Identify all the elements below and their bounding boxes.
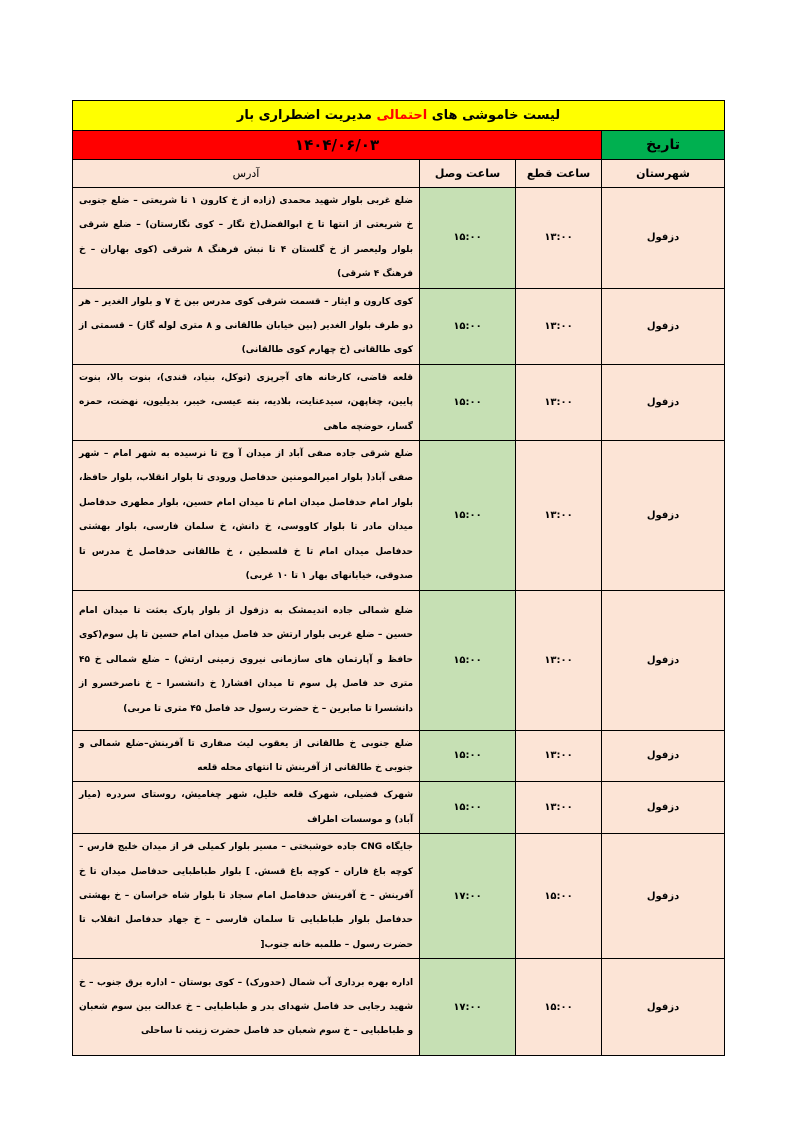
title-part-1: لیست خاموشی های bbox=[431, 108, 561, 123]
cut-time-cell: ۱۵:۰۰ bbox=[516, 834, 602, 959]
cut-time-column-header: ساعت قطع bbox=[516, 160, 602, 188]
connect-time-cell: ۱۵:۰۰ bbox=[420, 782, 516, 834]
table-row bbox=[73, 730, 725, 782]
table-row bbox=[73, 364, 725, 440]
address-cell: اداره بهره برداری آب شمال (حدورک) – کوی بوستان – اداره برق جنوب – خ شهید رجایی حد فاصل شهدای بدر و طباطبایی – خ عدالت بین سوم شعبان و طباطبایی – خ سوم شعبان حد فاصل حضرت زینب تا ساحلی bbox=[73, 959, 420, 1056]
connect-time-cell: ۱۵:۰۰ bbox=[420, 364, 516, 440]
title-accent: احتمالی bbox=[376, 108, 428, 123]
address-column-header: آدرس bbox=[73, 160, 420, 188]
table-row bbox=[73, 590, 725, 730]
cut-time-cell: ۱۳:۰۰ bbox=[516, 590, 602, 730]
connect-time-cell: ۱۵:۰۰ bbox=[420, 288, 516, 364]
connect-time-cell: ۱۵:۰۰ bbox=[420, 730, 516, 782]
cut-time-cell: ۱۳:۰۰ bbox=[516, 441, 602, 590]
connect-time-cell: ۱۵:۰۰ bbox=[420, 590, 516, 730]
address-cell: جایگاه CNG جاده خوشبختی – مسیر بلوار کمیلی فر از میدان خلیج فارس – کوچه باغ فاران – کوچه باغ قسش. ] بلوار طباطبایی حدفاصل میدان تا خ آفرینش – خ آفرینش حدفاصل امام سجاد تا بلوار شاه خراسان – خ بهشتی حدفاصل بلوار طباطبایی تا سلمان فارسی – خ جهاد حدفاصل انقلاب تا حضرت رسول – طلمبه خانه جنوب[ bbox=[73, 834, 420, 959]
city-cell: دزفول bbox=[602, 782, 725, 834]
city-cell: دزفول bbox=[602, 834, 725, 959]
city-column-header: شهرستان bbox=[602, 160, 725, 188]
cut-time-cell: ۱۳:۰۰ bbox=[516, 782, 602, 834]
table-row bbox=[73, 959, 725, 1056]
cut-time-cell: ۱۵:۰۰ bbox=[516, 959, 602, 1056]
address-cell: ضلع غربی بلوار شهید محمدی (زاده از خ کارون ۱ تا شریعتی – ضلع جنوبی خ شریعتی از انتها تا خ ابوالفضل(خ نگار – کوی نگارستان) – ضلع شرقی بلوار ولیعصر از خ گلستان ۴ تا نبش فرهنگ ۸ شرقی (کوی بهاران – خ فرهنگ ۴ شرقی) bbox=[73, 188, 420, 289]
title-part-2: مدیریت اضطراری بار bbox=[236, 108, 372, 123]
title-row bbox=[73, 101, 725, 131]
table-row bbox=[73, 188, 725, 289]
table-row bbox=[73, 782, 725, 834]
address-cell: ضلع شمالی جاده اندیمشک به دزفول از بلوار پارک بعثت تا میدان امام حسین – ضلع غربی بلوار ارتش حد فاصل میدان امام حسین تا پل سوم(کوی حافظ و آپارتمان های سازمانی نیروی زمینی ارتش) – ضلع شمالی خ ۴۵ متری حد فاصل پل سوم تا میدان افشار( خ دانشسرا – خ ناصرخسرو از دانشسرا تا صابرین – خ حضرت رسول حد فاصل ۴۵ متری تا مربی) bbox=[73, 590, 420, 730]
outage-table bbox=[72, 100, 725, 1056]
column-header-row bbox=[73, 160, 725, 188]
city-cell: دزفول bbox=[602, 288, 725, 364]
cut-time-cell: ۱۳:۰۰ bbox=[516, 364, 602, 440]
connect-time-cell: ۱۷:۰۰ bbox=[420, 959, 516, 1056]
city-cell: دزفول bbox=[602, 441, 725, 590]
connect-time-cell: ۱۷:۰۰ bbox=[420, 834, 516, 959]
city-cell: دزفول bbox=[602, 364, 725, 440]
cut-time-cell: ۱۳:۰۰ bbox=[516, 188, 602, 289]
address-cell: کوی کارون و ایثار – قسمت شرقی کوی مدرس بین خ ۷ و بلوار الغدیر – هر دو طرف بلوار الغدیر (بین خیابان طالقانی و ۸ متری لوله گاز) – قسمتی از کوی طالقانی (خ چهارم کوی طالقانی) bbox=[73, 288, 420, 364]
address-cell: ضلع جنوبی خ طالقانی از یعقوب لیث صفاری تا آفرینش–ضلع شمالی و جنوبی خ طالقانی از آفرینش تا انتهای محله قلعه bbox=[73, 730, 420, 782]
city-cell: دزفول bbox=[602, 590, 725, 730]
address-cell: قلعه قاضی، کارخانه های آجرپزی (توکل، بنیاد، قندی)، بنوت بالا، بنوت پایین، چغاپهن، سیدعنایت، بلادیه، بنه عیسی، خیبر، بدیلیون، نهضت، حمزه گسار، حوضچه ماهی bbox=[73, 364, 420, 440]
city-cell: دزفول bbox=[602, 959, 725, 1056]
cut-time-cell: ۱۳:۰۰ bbox=[516, 730, 602, 782]
date-label: تاریخ bbox=[602, 131, 725, 160]
table-row bbox=[73, 834, 725, 959]
date-value: ۱۴۰۴/۰۶/۰۳ bbox=[73, 131, 602, 160]
cut-time-cell: ۱۳:۰۰ bbox=[516, 288, 602, 364]
table-row bbox=[73, 441, 725, 590]
city-cell: دزفول bbox=[602, 730, 725, 782]
table-title bbox=[73, 101, 725, 131]
connect-time-column-header: ساعت وصل bbox=[420, 160, 516, 188]
city-cell: دزفول bbox=[602, 188, 725, 289]
address-cell: شهرک فضیلی، شهرک قلعه خلیل، شهر چغامیش، روستای سردره (میار آباد) و موسسات اطراف bbox=[73, 782, 420, 834]
date-row bbox=[73, 131, 725, 160]
table-row bbox=[73, 288, 725, 364]
connect-time-cell: ۱۵:۰۰ bbox=[420, 188, 516, 289]
address-cell: ضلع شرقی جاده صفی آباد از میدان آ وج تا نرسیده به شهر امام – شهر صفی آباد( بلوار امیرالمومنین حدفاصل ورودی تا بلوار انقلاب، بلوار حافظ، بلوار امام حدفاصل میدان امام تا میدان امام حسین، بلوار مطهری حدفاصل میدان مادر تا بلوار کاووسی، خ دانش، خ سلمان فارسی، بلوار بهشتی حدفاصل میدان امام تا خ فلسطین ، خ طالقانی حدفاصل خ مدرس تا صدوقی، خیابانهای بهار ۱ تا ۱۰ غربی) bbox=[73, 441, 420, 590]
connect-time-cell: ۱۵:۰۰ bbox=[420, 441, 516, 590]
